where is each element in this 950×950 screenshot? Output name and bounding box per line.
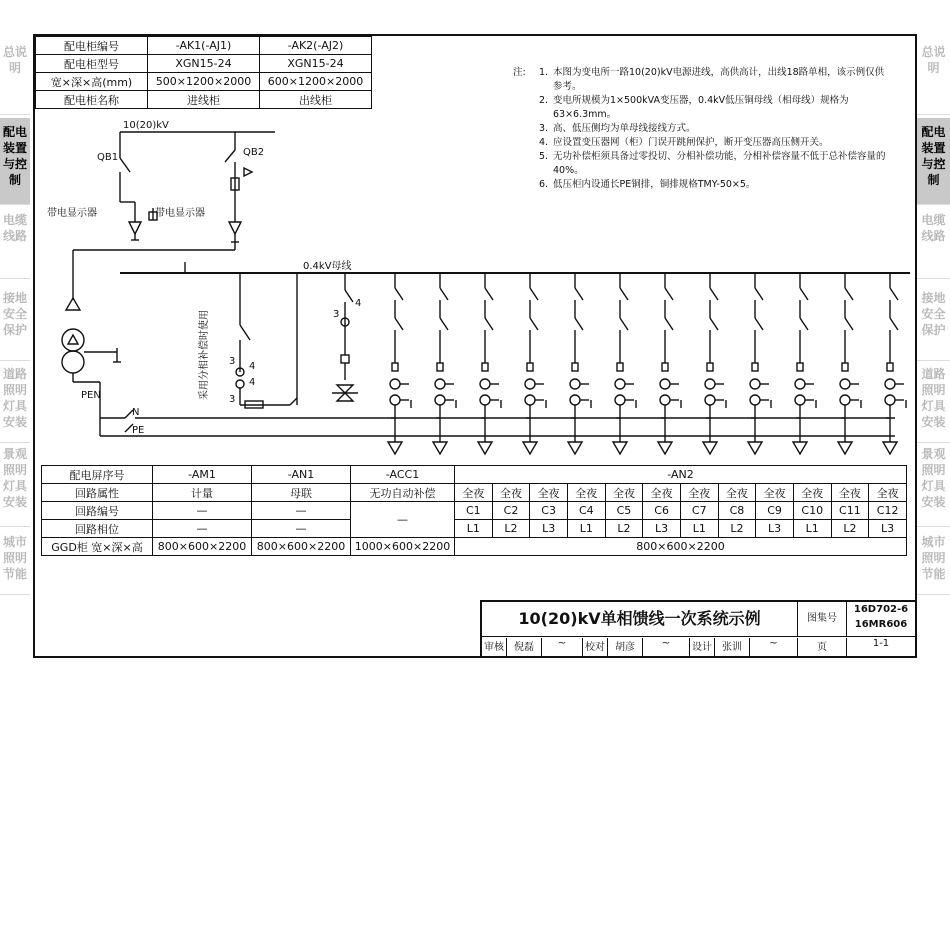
lv-cell: 母联 [252, 484, 351, 502]
label-4c: 4 [355, 298, 362, 309]
sidebar-item-4[interactable] [0, 360, 30, 443]
circuit-attr: 全夜 [643, 484, 681, 502]
circuit-number: C1 [455, 502, 493, 520]
hv-cell: 500×1200×2000 [148, 73, 260, 91]
hv-row-header: 配电柜名称 [36, 91, 148, 109]
label-3c: 3 [333, 309, 340, 320]
sidebar-item-label: 城市照明节能 [921, 535, 946, 581]
designer-name: 张训 [715, 638, 750, 656]
hv-cell: -AK1(-AJ1) [148, 37, 260, 55]
sidebar-item-label: 接地安全保护 [921, 291, 946, 337]
hv-cell: -AK2(-AJ2) [260, 37, 372, 55]
review-label: 审核 [482, 638, 507, 656]
circuit-attr: 全夜 [869, 484, 907, 502]
lv-cell: — [351, 502, 455, 538]
qb2-label: QB2 [243, 147, 265, 158]
sidebar-item-6[interactable] [917, 528, 950, 595]
feeder-circuit [703, 273, 726, 454]
circuit-number: C2 [492, 502, 530, 520]
circuit-number: C7 [680, 502, 718, 520]
feeder-circuit [793, 273, 816, 454]
split-phase-note: 采用分相补偿时使用 [199, 310, 210, 400]
sidebar-item-6[interactable] [0, 528, 30, 595]
sidebar-item-label: 道路照明灯具安装 [921, 367, 946, 429]
sidebar-item-label: 城市照明节能 [2, 535, 27, 581]
feeder-circuit [478, 273, 501, 454]
circuit-attr: 全夜 [605, 484, 643, 502]
note-item [513, 66, 893, 94]
circuit-number: C9 [756, 502, 794, 520]
check-label: 校对 [583, 638, 608, 656]
feeder-circuit [523, 273, 546, 454]
note-text: 应设置变压器网（柜）门误开跳闸保护，断开变压器高压侧开关。 [553, 137, 829, 148]
title-block [480, 600, 915, 656]
sidebar-item-0[interactable] [0, 38, 30, 115]
circuit-phase: L3 [530, 520, 568, 538]
note-number: 1. [539, 67, 549, 78]
atlas-number-2: 16MR606 [854, 619, 908, 630]
circuit-number: C3 [530, 502, 568, 520]
lv-cell: 计量 [153, 484, 252, 502]
circuit-phase: L2 [605, 520, 643, 538]
feeder-circuit [748, 273, 771, 454]
hv-cell: 进线柜 [148, 91, 260, 109]
note-text: 无功补偿柜须具备过零投切、分相补偿功能，分相补偿容量不低于总补偿容量的40%。 [553, 151, 886, 176]
feeder-circuit [658, 273, 681, 454]
drawing-title: 10(20)kV单相馈线一次系统示例 [482, 602, 798, 636]
sidebar-item-label: 配电装置与控制 [2, 125, 27, 187]
note-number: 3. [539, 123, 549, 134]
page-number: 1-1 [872, 638, 890, 649]
hv-row-header: 配电柜编号 [36, 37, 148, 55]
hv-cell: XGN15-24 [260, 55, 372, 73]
lv-cell: -AN1 [252, 466, 351, 484]
lv-cell: 1000×600×2200 [351, 538, 455, 556]
sidebar-item-1[interactable] [0, 118, 30, 205]
circuit-phase: L2 [831, 520, 869, 538]
sidebar-item-0[interactable] [917, 38, 950, 115]
feeder-circuit [838, 273, 861, 454]
lv-cell: 无功自动补偿 [351, 484, 455, 502]
label-4b: 4 [249, 377, 256, 388]
live-indicator-2: 带电显示器 [155, 208, 205, 219]
circuit-attr: 全夜 [831, 484, 869, 502]
circuit-phase: L2 [492, 520, 530, 538]
sidebar-item-2[interactable] [917, 206, 950, 279]
reviewer-signature: ~ [542, 638, 583, 656]
note-number: 6. [539, 179, 549, 190]
note-number: 5. [539, 151, 549, 162]
note-number: 4. [539, 137, 549, 148]
lv-cell: 800×600×2200 [153, 538, 252, 556]
sidebar-item-4[interactable] [917, 360, 950, 443]
sidebar-item-5[interactable] [917, 440, 950, 527]
sidebar-item-label: 配电装置与控制 [921, 125, 946, 187]
note-text: 低压柜内设通长PE铜排，铜排规格TMY-50×5。 [553, 179, 756, 190]
circuit-number: C6 [643, 502, 681, 520]
circuit-number: C10 [793, 502, 831, 520]
circuit-attr: 全夜 [567, 484, 605, 502]
label-4a: 4 [249, 361, 256, 372]
lv-bus-label: 0.4kV母线 [303, 261, 352, 272]
hv-switchgear-table [35, 36, 372, 109]
designer-signature: ~ [750, 638, 798, 656]
sidebar-item-3[interactable] [0, 284, 30, 361]
hv-cell: 出线柜 [260, 91, 372, 109]
sidebar-item-label: 接地安全保护 [2, 291, 27, 337]
circuit-phase: L2 [718, 520, 756, 538]
notes-lead: 注: [513, 67, 526, 78]
hv-row-header: 配电柜型号 [36, 55, 148, 73]
sidebar-item-label: 电缆线路 [2, 213, 27, 243]
sidebar-item-2[interactable] [0, 206, 30, 279]
circuit-phase: L1 [455, 520, 493, 538]
circuit-number: C4 [567, 502, 605, 520]
qb1-label: QB1 [97, 152, 119, 163]
circuit-attr: 全夜 [793, 484, 831, 502]
lv-row-header: GGD柜 宽×深×高 [42, 538, 153, 556]
hv-row-header: 宽×深×高(mm) [36, 73, 148, 91]
circuit-number: C11 [831, 502, 869, 520]
sidebar-item-label: 电缆线路 [921, 213, 946, 243]
sidebar-item-label: 总说明 [921, 45, 946, 75]
note-text: 变电所规模为1×500kVA变压器，0.4kV低压铜母线（相母线）规格为63×6.3mm。 [553, 95, 849, 120]
circuit-attr: 全夜 [756, 484, 794, 502]
n-label: N [132, 407, 140, 418]
lv-row-header: 回路编号 [42, 502, 153, 520]
lv-cell: — [153, 502, 252, 520]
atlas-label: 图集号 [798, 602, 847, 637]
feeder-circuit [388, 273, 411, 454]
hv-cell: 600×1200×2000 [260, 73, 372, 91]
feeder-circuit [613, 273, 636, 454]
sidebar-item-label: 景观照明灯具安装 [921, 447, 946, 509]
circuit-attr: 全夜 [680, 484, 718, 502]
sidebar-item-1[interactable] [917, 118, 950, 205]
pe-label: PE [132, 425, 145, 436]
note-number: 2. [539, 95, 549, 106]
page-label: 页 [798, 638, 847, 656]
sidebar-item-3[interactable] [917, 284, 950, 361]
label-3b: 3 [229, 394, 236, 405]
reviewer-name: 倪磊 [507, 638, 542, 656]
circuit-number: C12 [869, 502, 907, 520]
atlas-number-1: 16D702-6 [853, 604, 909, 615]
feeder-circuit [568, 273, 591, 454]
sidebar-item-label: 总说明 [2, 45, 27, 75]
feeder-circuit [883, 273, 906, 454]
hv-cell: XGN15-24 [148, 55, 260, 73]
lv-cell: — [252, 502, 351, 520]
label-3a: 3 [229, 356, 236, 367]
live-indicator-1: 带电显示器 [47, 208, 97, 219]
lv-cell: -ACC1 [351, 466, 455, 484]
circuit-number: C8 [718, 502, 756, 520]
circuit-phase: L3 [643, 520, 681, 538]
hv-bus-label: 10(20)kV [123, 120, 169, 131]
sidebar-item-5[interactable] [0, 440, 30, 527]
circuit-phase: L3 [756, 520, 794, 538]
lv-cell: 800×600×2200 [252, 538, 351, 556]
pen-label: PEN [81, 390, 101, 401]
circuit-phase: L1 [680, 520, 718, 538]
lv-cell: — [252, 520, 351, 538]
feeder-circuit [433, 273, 456, 454]
circuit-attr: 全夜 [530, 484, 568, 502]
lv-cell: -AN2 [455, 466, 907, 484]
note-text: 高、低压侧均为单母线接线方式。 [553, 123, 696, 134]
sidebar-item-label: 景观照明灯具安装 [2, 447, 27, 509]
lv-panel-table [41, 465, 907, 556]
circuit-number: C5 [605, 502, 643, 520]
lv-row-header: 配电屏序号 [42, 466, 153, 484]
circuit-attr: 全夜 [718, 484, 756, 502]
lv-row-header: 回路属性 [42, 484, 153, 502]
checker-name: 胡彦 [608, 638, 643, 656]
design-label: 设计 [690, 638, 715, 656]
circuit-phase: L1 [793, 520, 831, 538]
lv-row-header: 回路相位 [42, 520, 153, 538]
lv-cell: — [153, 520, 252, 538]
checker-signature: ~ [643, 638, 690, 656]
circuit-phase: L3 [869, 520, 907, 538]
sidebar-item-label: 道路照明灯具安装 [2, 367, 27, 429]
circuit-attr: 全夜 [492, 484, 530, 502]
lv-cell: 800×600×2200 [455, 538, 907, 556]
circuit-phase: L1 [567, 520, 605, 538]
single-line-diagram [35, 110, 915, 465]
circuit-attr: 全夜 [455, 484, 493, 502]
lv-cell: -AM1 [153, 466, 252, 484]
note-text: 本图为变电所一路10(20)kV电源进线，高供高计，出线18路单相，该示例仅供参考。 [553, 67, 885, 92]
